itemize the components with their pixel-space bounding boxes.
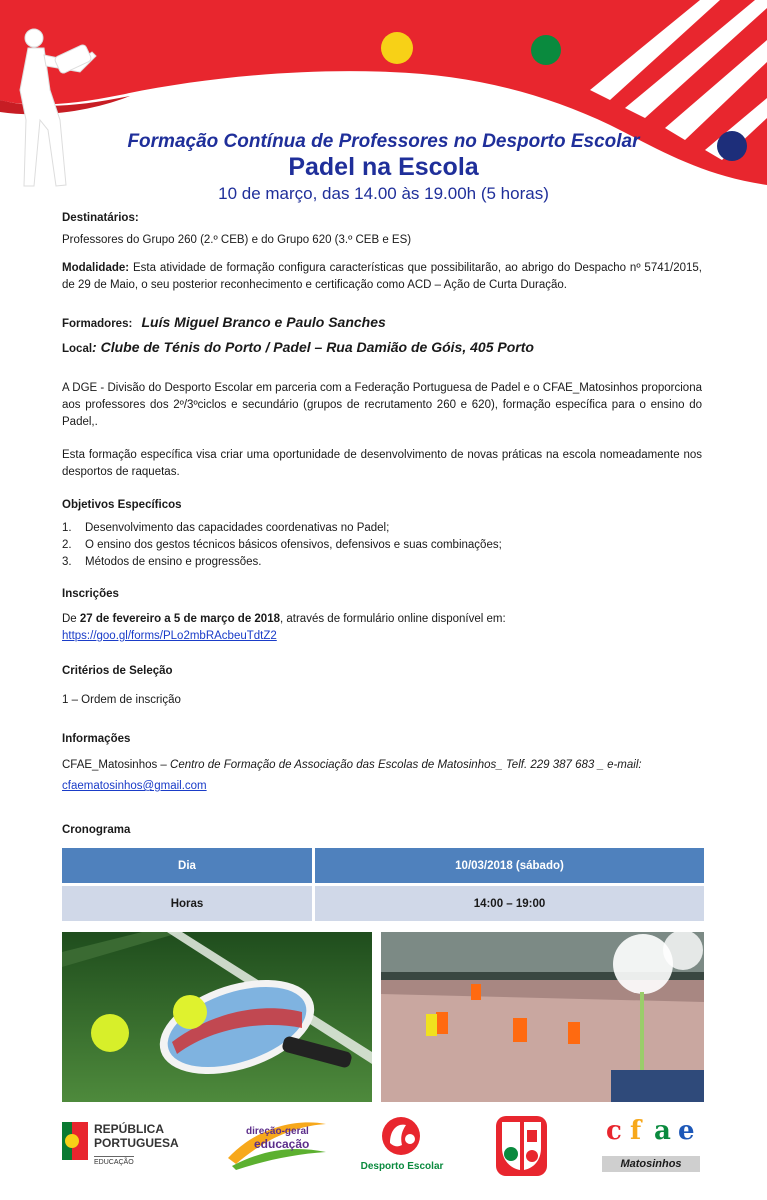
local-value: : Clube de Ténis do Porto / Padel – Rua Damião de Góis, 405 Porto [92, 339, 534, 355]
inscricoes-suffix: , através de formulário online disponível em: [280, 613, 506, 625]
green-dot [531, 35, 561, 65]
destinatarios-text: Professores do Grupo 260 (2.º CEB) e do Grupo 620 (3.º CEB e ES) [62, 234, 412, 246]
inscricoes-heading: Inscrições [62, 588, 119, 600]
table-row [61, 885, 706, 923]
padel-court-photo [381, 932, 704, 1102]
list-item-text: Desenvolvimento das capacidades coordenativas no Padel; [85, 522, 390, 534]
republica-line1: REPÚBLICA [94, 1122, 165, 1136]
informacoes-heading: Informações [62, 733, 131, 745]
intro-paragraph-2: Esta formação específica visa criar uma oportunidade de desenvolvimento de novas práticas na escola nomeadamente nos desportos de raquetas. [62, 449, 702, 478]
desporto-escolar-logo [352, 1115, 452, 1175]
desporto-escolar-emblem-icon [376, 1115, 426, 1157]
table-cell-value: 10/03/2018 (sábado) [314, 847, 706, 885]
inscricoes-form-link[interactable]: https://goo.gl/forms/PLo2mbRAcbeuTdtZ2 [62, 630, 277, 642]
cronograma-table [59, 845, 707, 924]
list-item-text: Métodos de ensino e progressões. [85, 556, 262, 568]
dge-logo [226, 1118, 331, 1170]
series-title: Formação Contínua de Professores no Desporto Escolar [127, 131, 640, 152]
modalidade-text: Esta atividade de formação configura características que possibilitarão, ao abrigo do Despacho nº 5741/2015, de 29 de Maio, o seu posterior reconhecimento e certificação como ACD – Ação de Curta Duração. [62, 262, 702, 291]
list-item-number: 3. [62, 556, 72, 568]
cfae-letter-a: a [654, 1116, 671, 1146]
table-cell-label: Dia [61, 847, 314, 885]
email-link[interactable]: cfaematosinhos@gmail.com [62, 780, 207, 792]
dge-line1: direção-geral [246, 1126, 309, 1137]
desporto-escolar-label: Desporto Escolar [360, 1161, 444, 1172]
tennis-ball [91, 1014, 129, 1052]
intro-paragraph-1: A DGE - Divisão do Desporto Escolar em parceria com a Federação Portuguesa de Padel e o CFAE_Matosinhos proporciona aos professores dos 2º/3ºciclos e secundário (grupos de recrutamento 260 e 620), formação específica para o ensino do Padel,. [62, 382, 702, 428]
padel-racket-photo [62, 932, 372, 1102]
list-item-number: 1. [62, 522, 72, 534]
formadores-label: Formadores: [62, 318, 133, 330]
list-item-number: 2. [62, 539, 72, 551]
page-title: Padel na Escola [288, 153, 479, 181]
yellow-dot [381, 32, 413, 64]
informacoes-text [62, 757, 642, 774]
list-item-text: O ensino dos gestos técnicos básicos ofensivos, defensivos e suas combinações; [85, 539, 502, 551]
informacoes-org: CFAE_Matosinhos – [62, 759, 171, 771]
table-row [61, 847, 706, 885]
table-cell-value: 14:00 – 19:00 [314, 885, 706, 923]
local-label: Local [62, 343, 93, 355]
objetivos-heading: Objetivos Específicos [62, 499, 182, 511]
dge-line2: educação [254, 1137, 310, 1151]
inscricoes-period: 27 de fevereiro a 5 de março de 2018 [79, 613, 280, 625]
criterios-heading: Critérios de Seleção [62, 665, 173, 677]
list-item [62, 520, 702, 537]
informacoes-detail: Centro de Formação de Associação das Escolas de Matosinhos_ Telf. 229 387 683 _ e-mail: [170, 759, 642, 771]
objetivos-list [62, 520, 702, 571]
list-item [62, 537, 702, 554]
republica-line2: PORTUGUESA [94, 1136, 179, 1150]
federacao-padel-logo [494, 1114, 549, 1178]
modalidade-label: Modalidade: [62, 262, 130, 274]
table-cell-label: Horas [61, 885, 314, 923]
list-item [62, 554, 702, 571]
destinatarios-label: Destinatários: [62, 212, 139, 224]
inscricoes-prefix: De [62, 613, 80, 625]
criterios-text: 1 – Ordem de inscrição [62, 694, 181, 706]
portugal-flag-icon [62, 1122, 88, 1160]
cfae-matosinhos-logo [600, 1116, 702, 1176]
tennis-ball [173, 995, 207, 1029]
formadores-value: Luís Miguel Branco e Paulo Sanches [141, 314, 386, 330]
formadores-line [62, 314, 386, 333]
date-line: 10 de março, das 14.00 às 19.00h (5 horas) [218, 184, 549, 203]
local-line [62, 339, 534, 358]
cfae-letter-e: e [678, 1116, 695, 1146]
cfae-letter-c: c [606, 1116, 622, 1146]
modalidade-paragraph [62, 260, 702, 294]
cronograma-heading: Cronograma [62, 824, 131, 836]
republica-portuguesa-logo [62, 1118, 192, 1173]
cfae-letter-f: f [630, 1116, 642, 1146]
inscricoes-text [62, 611, 506, 628]
republica-line3: EDUCAÇÃO [94, 1156, 134, 1166]
cfae-sub-label: Matosinhos [602, 1156, 700, 1172]
